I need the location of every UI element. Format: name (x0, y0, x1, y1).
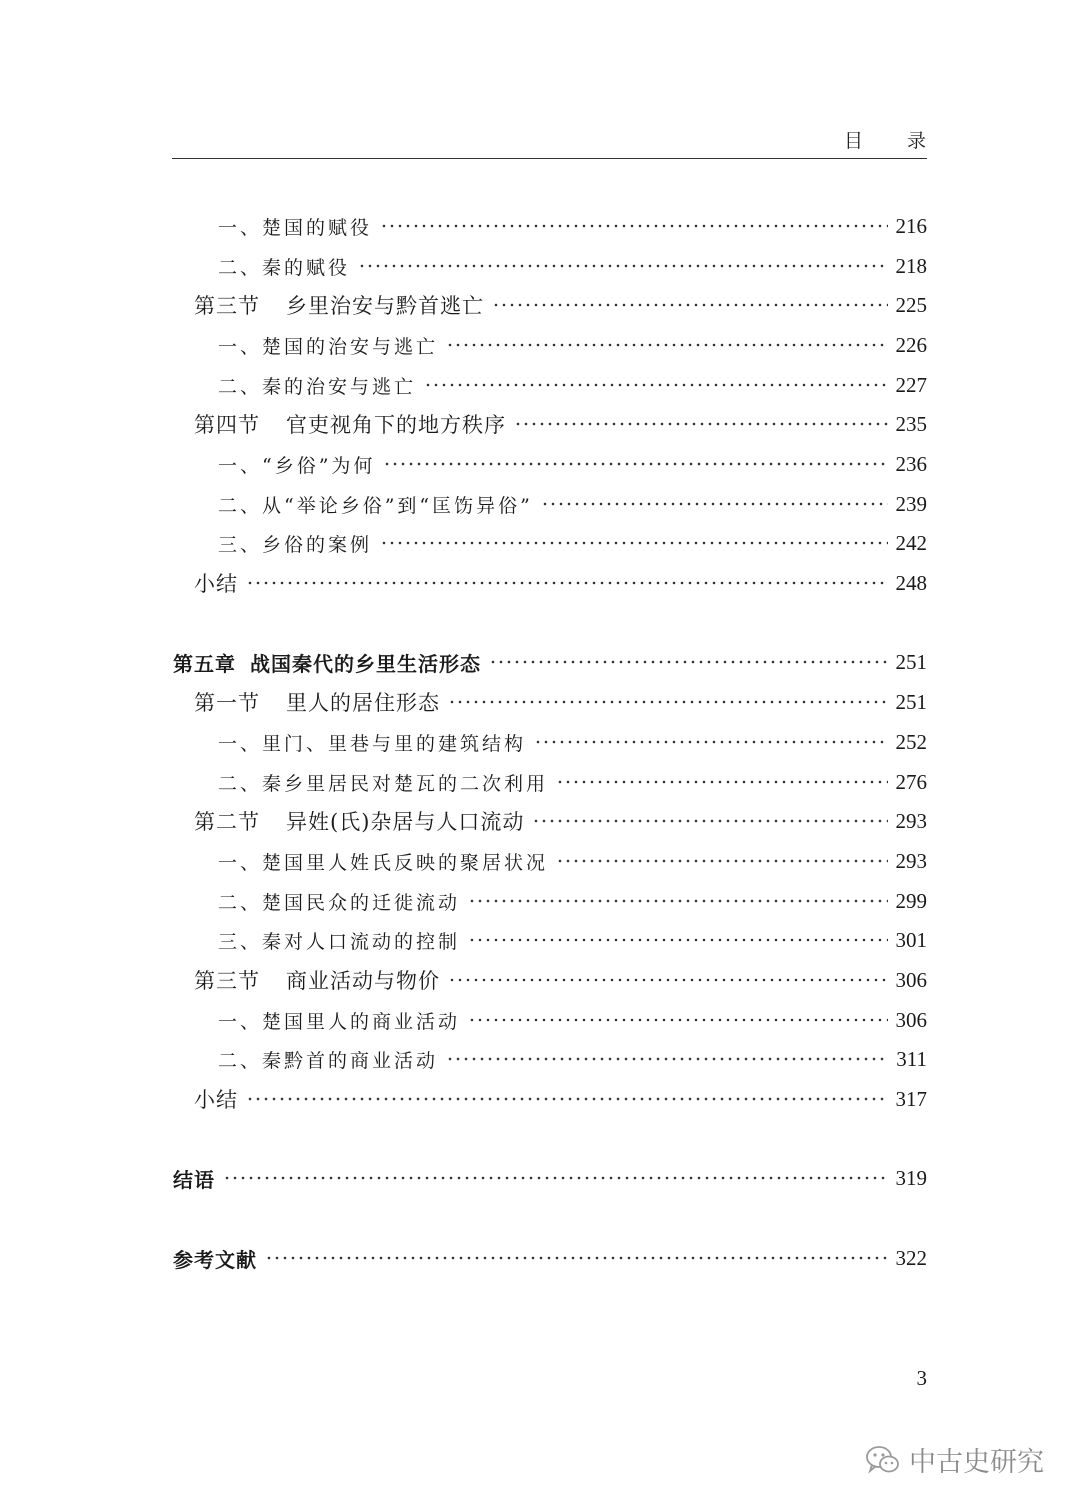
header-rule (172, 158, 927, 159)
toc-entry-title: 官吏视角下的地方秩序 (286, 413, 506, 437)
toc-entry-label (218, 451, 375, 478)
dot-leader (532, 805, 887, 837)
toc-entry-page: 306 (895, 967, 927, 992)
toc-entry-item[interactable] (218, 766, 927, 798)
dot-leader (246, 567, 888, 599)
toc-entry-title: 二、秦的治安与逃亡 (218, 375, 417, 398)
toc-entry-label (194, 568, 238, 598)
toc-entry-label (194, 806, 524, 836)
toc-entry-label (218, 253, 350, 280)
toc-entry-title: 二、从“举论乡俗”到“匡饬异俗” (218, 494, 533, 517)
toc-entry-label (218, 927, 460, 954)
dot-leader (265, 1242, 888, 1274)
toc-entry-label (218, 888, 460, 915)
toc-entry-title: 一、“乡俗”为何 (218, 454, 376, 477)
toc-entry-title: 一、楚国里人的商业活动 (218, 1010, 461, 1033)
toc-entry-label (218, 1007, 460, 1034)
toc-entry-label (218, 530, 372, 557)
toc-entry-page: 227 (895, 372, 927, 397)
toc-entry-title: 三、乡俗的案例 (218, 533, 373, 556)
toc-entry-item[interactable] (218, 329, 927, 361)
toc-entry-title: 一、楚国里人姓氏反映的聚居状况 (218, 851, 549, 874)
toc-entry-item[interactable] (218, 1004, 927, 1036)
toc-entry-item[interactable] (218, 885, 927, 917)
toc-entry-section[interactable] (194, 567, 927, 599)
dot-leader (468, 885, 887, 917)
toc-entry-page: 216 (895, 213, 927, 238)
toc-entry-item[interactable] (218, 488, 927, 520)
dot-leader (468, 924, 887, 956)
dot-leader (514, 408, 888, 440)
toc-entry-item[interactable] (218, 924, 927, 956)
toc-entry-number: 第四节 (194, 413, 260, 437)
toc-entry-chapter[interactable] (173, 1242, 927, 1274)
toc-entry-section[interactable] (194, 964, 927, 996)
dot-leader (556, 845, 887, 877)
toc-entry-title: 参考文献 (173, 1247, 257, 1272)
dot-leader (492, 289, 888, 321)
toc-entry-label (218, 848, 548, 875)
toc-entry-chapter[interactable] (173, 1162, 927, 1194)
dot-leader (246, 1083, 888, 1115)
toc-entry-label (218, 729, 526, 756)
dot-leader (380, 210, 887, 242)
toc-entry-page: 251 (895, 689, 927, 714)
dot-leader (358, 250, 887, 282)
toc-entry-page: 319 (895, 1165, 927, 1190)
toc-entry-title: 一、里门、里巷与里的建筑结构 (218, 732, 527, 755)
toc-entry-item[interactable] (218, 527, 927, 559)
dot-leader (383, 448, 887, 480)
dot-leader (489, 646, 888, 678)
toc-entry-label (194, 1084, 238, 1114)
watermark (865, 1440, 1044, 1479)
dot-leader (448, 964, 888, 996)
dot-leader (223, 1162, 888, 1194)
toc-entry-title: 二、楚国民众的迁徙流动 (218, 891, 461, 914)
toc-entry-label (194, 687, 440, 717)
toc-entry-label (194, 409, 506, 439)
toc-entry-page: 226 (895, 332, 927, 357)
dot-leader (468, 1004, 887, 1036)
toc-entry-label (173, 1164, 215, 1193)
toc-entry-page: 225 (895, 292, 927, 317)
toc-entry-title: 小结 (194, 572, 238, 596)
toc-entry-number: 第三节 (194, 294, 260, 318)
toc-entry-page: 248 (895, 570, 927, 595)
toc-entry-label (194, 965, 440, 995)
toc-entry-label (194, 290, 484, 320)
toc-entry-item[interactable] (218, 1043, 927, 1075)
toc-entry-label (218, 372, 416, 399)
toc-entry-section[interactable] (194, 408, 927, 440)
toc-entry-title: 二、秦黔首的商业活动 (218, 1049, 439, 1072)
toc-entry-page: 276 (895, 769, 927, 794)
toc-entry-section[interactable] (194, 1083, 927, 1115)
running-header-title: 目录 (843, 130, 970, 152)
dot-leader (424, 369, 887, 401)
toc-entry-title: 一、楚国的赋役 (218, 216, 373, 239)
toc-entry-item[interactable] (218, 845, 927, 877)
dot-leader (380, 527, 887, 559)
toc-entry-item[interactable] (218, 250, 927, 282)
toc-entry-page: 242 (895, 530, 927, 555)
wechat-icon (865, 1445, 901, 1475)
toc-entry-number: 第三节 (194, 969, 260, 993)
toc-entry-section[interactable] (194, 289, 927, 321)
toc-entry-page: 301 (895, 927, 927, 952)
page-number: 3 (916, 1366, 927, 1390)
watermark-text: 中古史研究 (909, 1447, 1044, 1478)
toc-entry-section[interactable] (194, 686, 927, 718)
toc-entry-page: 252 (895, 729, 927, 754)
toc-entry-label (218, 213, 372, 240)
toc-entry-page: 218 (895, 253, 927, 278)
dot-leader (446, 329, 887, 361)
toc-entry-title: 小结 (194, 1088, 238, 1112)
toc-entry-number: 第五章 (173, 651, 236, 676)
toc-entry-title: 里人的居住形态 (286, 691, 440, 715)
toc-entry-title: 二、秦乡里居民对楚瓦的二次利用 (218, 772, 549, 795)
toc-entry-number: 第二节 (194, 810, 260, 834)
dot-leader (541, 488, 888, 520)
toc-entry-page: 311 (896, 1046, 927, 1071)
toc-entry-title: 异姓(氏)杂居与人口流动 (286, 810, 525, 834)
toc-entry-item[interactable] (218, 210, 927, 242)
toc-entry-title: 一、楚国的治安与逃亡 (218, 335, 439, 358)
toc-entry-page: 293 (895, 848, 927, 873)
toc-entry-item[interactable] (218, 726, 927, 758)
toc-entry-page: 235 (895, 411, 927, 436)
toc-entry-chapter[interactable] (173, 646, 927, 678)
toc-entry-item[interactable] (218, 448, 927, 480)
toc-entry-title: 三、秦对人口流动的控制 (218, 930, 461, 953)
dot-leader (448, 686, 888, 718)
toc-entry-page: 251 (895, 649, 927, 674)
toc-entry-section[interactable] (194, 805, 927, 837)
toc-entry-page: 317 (895, 1086, 927, 1111)
dot-leader (534, 726, 887, 758)
toc-entry-page: 322 (895, 1245, 927, 1270)
toc-entry-title: 二、秦的赋役 (218, 256, 351, 279)
dot-leader (556, 766, 887, 798)
toc-entry-page: 239 (895, 491, 927, 516)
toc-entry-title: 商业活动与物价 (286, 969, 440, 993)
toc-entry-label (218, 332, 438, 359)
dot-leader (446, 1043, 888, 1075)
toc-entry-number: 第一节 (194, 691, 260, 715)
toc-entry-page: 293 (895, 808, 927, 833)
toc-entry-page: 299 (895, 888, 927, 913)
toc-entry-item[interactable] (218, 369, 927, 401)
toc-entry-label (173, 648, 481, 677)
toc-entry-label (218, 491, 533, 518)
toc-entry-title: 战国秦代的乡里生活形态 (250, 651, 481, 676)
toc-entry-label (173, 1244, 257, 1273)
toc-entry-label (218, 769, 548, 796)
toc-entry-page: 306 (895, 1007, 927, 1032)
toc-entry-title: 结语 (173, 1167, 215, 1192)
toc-entry-title: 乡里治安与黔首逃亡 (286, 294, 484, 318)
toc-entry-label (218, 1046, 438, 1073)
toc-entry-page: 236 (895, 451, 927, 476)
